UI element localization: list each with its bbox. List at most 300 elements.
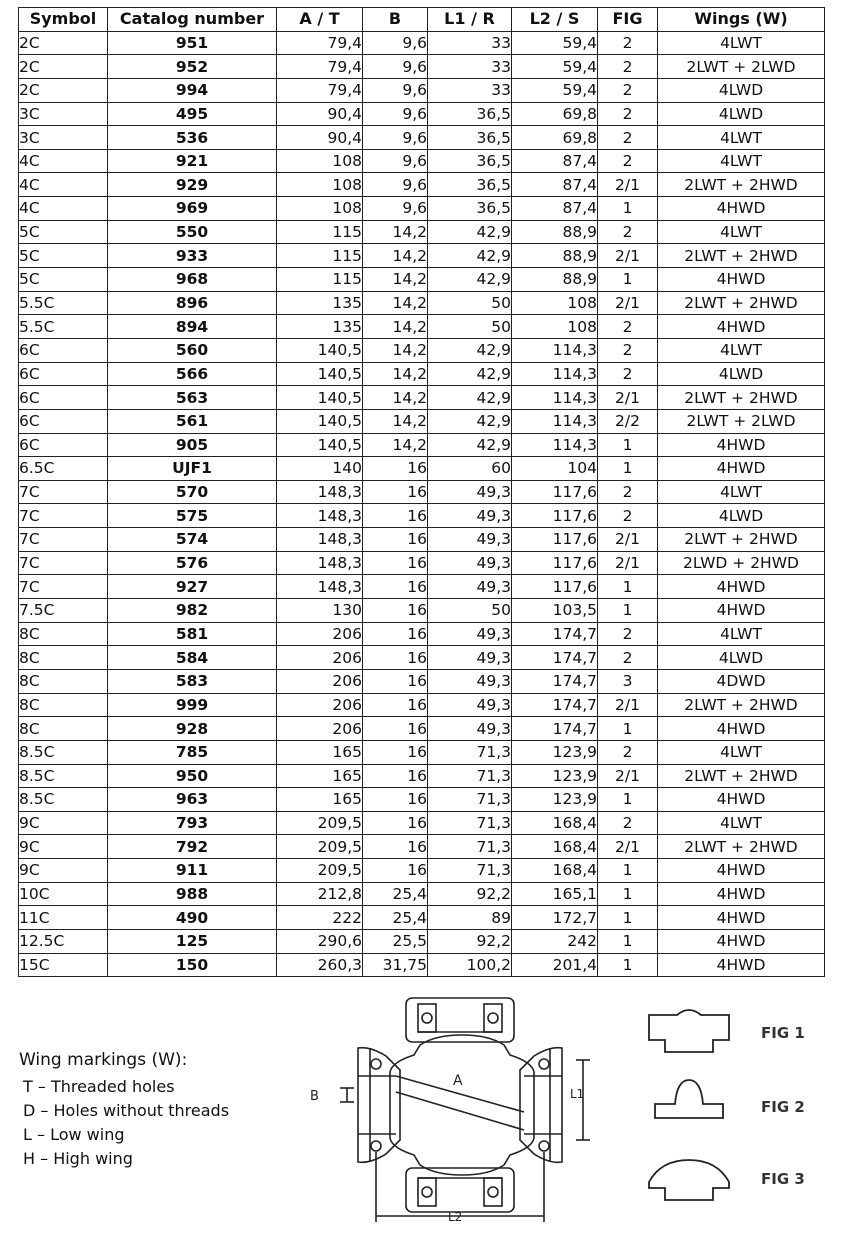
- cell-a-t: 206: [277, 646, 363, 670]
- cell-a-t: 108: [277, 149, 363, 173]
- cell-l1-r: 36,5: [428, 149, 512, 173]
- legend-item-threaded: T – Threaded holes: [23, 1077, 175, 1096]
- cell-wings: 2LWT + 2HWD: [658, 291, 825, 315]
- cell-b: 9,6: [363, 31, 428, 55]
- cell-symbol: 4C: [19, 197, 108, 221]
- cell-a-t: 209,5: [277, 859, 363, 883]
- cell-wings: 4HWD: [658, 788, 825, 812]
- table-row: [19, 882, 825, 906]
- cell-wings: 4LWT: [658, 31, 825, 55]
- cell-catalog-number: 905: [108, 433, 277, 457]
- cell-catalog-number: 785: [108, 740, 277, 764]
- cell-catalog-number: UJF1: [108, 457, 277, 481]
- cell-wings: 4LWT: [658, 149, 825, 173]
- cell-catalog-number: 968: [108, 268, 277, 292]
- fig2-shape: [655, 1080, 723, 1118]
- cell-wings: 2LWT + 2HWD: [658, 835, 825, 859]
- table-row: [19, 338, 825, 362]
- cell-l1-r: 49,3: [428, 480, 512, 504]
- cell-a-t: 148,3: [277, 480, 363, 504]
- cell-symbol: 2C: [19, 55, 108, 79]
- cell-l1-r: 60: [428, 457, 512, 481]
- cell-a-t: 206: [277, 622, 363, 646]
- cell-symbol: 4C: [19, 173, 108, 197]
- cell-b: 16: [363, 859, 428, 883]
- cell-b: 16: [363, 811, 428, 835]
- cell-b: 9,6: [363, 78, 428, 102]
- cell-l1-r: 33: [428, 78, 512, 102]
- cell-l2-s: 201,4: [512, 953, 598, 977]
- cell-catalog-number: 982: [108, 599, 277, 623]
- cell-a-t: 115: [277, 244, 363, 268]
- cell-wings: 2LWD + 2HWD: [658, 551, 825, 575]
- cell-catalog-number: 896: [108, 291, 277, 315]
- table-row: [19, 929, 825, 953]
- cell-b: 9,6: [363, 102, 428, 126]
- cell-wings: 4HWD: [658, 268, 825, 292]
- wing-markings-legend: [19, 1048, 229, 1171]
- cell-catalog-number: 999: [108, 693, 277, 717]
- table-row: [19, 575, 825, 599]
- cell-wings: 4HWD: [658, 315, 825, 339]
- cell-l2-s: 114,3: [512, 386, 598, 410]
- table-row: [19, 55, 825, 79]
- cell-catalog-number: 969: [108, 197, 277, 221]
- dimension-l1-label: L1: [570, 1087, 585, 1101]
- cell-wings: 4HWD: [658, 859, 825, 883]
- cell-a-t: 79,4: [277, 55, 363, 79]
- cell-catalog-number: 583: [108, 669, 277, 693]
- cell-fig: 1: [598, 882, 658, 906]
- cell-symbol: 6.5C: [19, 457, 108, 481]
- cell-symbol: 8.5C: [19, 788, 108, 812]
- cell-symbol: 11C: [19, 906, 108, 930]
- cell-fig: 2: [598, 55, 658, 79]
- cell-wings: 2LWT + 2HWD: [658, 173, 825, 197]
- cell-fig: 2: [598, 31, 658, 55]
- cell-b: 16: [363, 551, 428, 575]
- cell-l2-s: 59,4: [512, 55, 598, 79]
- cell-catalog-number: 566: [108, 362, 277, 386]
- cell-symbol: 8.5C: [19, 764, 108, 788]
- cell-l2-s: 174,7: [512, 693, 598, 717]
- cell-catalog-number: 793: [108, 811, 277, 835]
- fig3-label: FIG 3: [761, 1170, 805, 1188]
- cell-l2-s: 123,9: [512, 740, 598, 764]
- cell-symbol: 5C: [19, 268, 108, 292]
- cell-catalog-number: 792: [108, 835, 277, 859]
- cell-l1-r: 49,3: [428, 528, 512, 552]
- table-row: [19, 102, 825, 126]
- cell-a-t: 115: [277, 268, 363, 292]
- cell-symbol: 2C: [19, 31, 108, 55]
- cell-wings: 4HWD: [658, 929, 825, 953]
- cell-a-t: 135: [277, 291, 363, 315]
- cell-wings: 4LWT: [658, 622, 825, 646]
- cell-catalog-number: 576: [108, 551, 277, 575]
- cell-b: 9,6: [363, 126, 428, 150]
- cell-fig: 1: [598, 268, 658, 292]
- cell-b: 25,4: [363, 906, 428, 930]
- cell-wings: 4LWT: [658, 480, 825, 504]
- cell-l2-s: 165,1: [512, 882, 598, 906]
- cell-symbol: 6C: [19, 338, 108, 362]
- cell-wings: 4HWD: [658, 717, 825, 741]
- cell-fig: 2: [598, 362, 658, 386]
- cell-l1-r: 50: [428, 315, 512, 339]
- cell-l1-r: 33: [428, 31, 512, 55]
- cell-wings: 4LWD: [658, 362, 825, 386]
- cell-l1-r: 71,3: [428, 835, 512, 859]
- cell-l2-s: 172,7: [512, 906, 598, 930]
- cell-l1-r: 71,3: [428, 859, 512, 883]
- cell-a-t: 90,4: [277, 102, 363, 126]
- cell-symbol: 5.5C: [19, 315, 108, 339]
- cell-symbol: 3C: [19, 102, 108, 126]
- cell-wings: 4LWT: [658, 126, 825, 150]
- cell-l2-s: 174,7: [512, 669, 598, 693]
- cell-catalog-number: 894: [108, 315, 277, 339]
- cell-b: 14,2: [363, 244, 428, 268]
- cell-catalog-number: 490: [108, 906, 277, 930]
- cell-b: 14,2: [363, 433, 428, 457]
- cell-a-t: 148,3: [277, 504, 363, 528]
- table-row: [19, 646, 825, 670]
- cell-symbol: 8C: [19, 622, 108, 646]
- table-row: [19, 599, 825, 623]
- cell-fig: 1: [598, 906, 658, 930]
- cell-catalog-number: 963: [108, 788, 277, 812]
- cell-b: 14,2: [363, 362, 428, 386]
- cell-l1-r: 36,5: [428, 173, 512, 197]
- cell-wings: 2LWT + 2LWD: [658, 409, 825, 433]
- cell-catalog-number: 550: [108, 220, 277, 244]
- cell-b: 16: [363, 669, 428, 693]
- cell-catalog-number: 563: [108, 386, 277, 410]
- cell-l1-r: 71,3: [428, 788, 512, 812]
- cell-fig: 2: [598, 338, 658, 362]
- header-l1-r: L1 / R: [428, 8, 512, 32]
- spec-table: [18, 7, 825, 977]
- table-row: [19, 126, 825, 150]
- cell-fig: 2: [598, 126, 658, 150]
- cell-a-t: 140,5: [277, 409, 363, 433]
- cell-symbol: 6C: [19, 362, 108, 386]
- table-row: [19, 315, 825, 339]
- cell-a-t: 212,8: [277, 882, 363, 906]
- cell-l1-r: 49,3: [428, 504, 512, 528]
- cell-l1-r: 36,5: [428, 126, 512, 150]
- cell-l1-r: 71,3: [428, 811, 512, 835]
- cell-symbol: 9C: [19, 835, 108, 859]
- cell-fig: 1: [598, 859, 658, 883]
- cell-l2-s: 88,9: [512, 244, 598, 268]
- cell-l1-r: 42,9: [428, 362, 512, 386]
- table-row: [19, 811, 825, 835]
- table-row: [19, 268, 825, 292]
- cell-a-t: 135: [277, 315, 363, 339]
- cell-b: 25,4: [363, 882, 428, 906]
- cell-wings: 4HWD: [658, 575, 825, 599]
- cell-l1-r: 42,9: [428, 338, 512, 362]
- header-b: B: [363, 8, 428, 32]
- table-row: [19, 244, 825, 268]
- cell-l1-r: 36,5: [428, 197, 512, 221]
- cell-b: 14,2: [363, 409, 428, 433]
- cell-b: 16: [363, 599, 428, 623]
- cell-l2-s: 108: [512, 315, 598, 339]
- table-row: [19, 835, 825, 859]
- cell-b: 16: [363, 457, 428, 481]
- cell-fig: 2/1: [598, 528, 658, 552]
- cell-catalog-number: 570: [108, 480, 277, 504]
- cell-symbol: 7.5C: [19, 599, 108, 623]
- table-row: [19, 433, 825, 457]
- cell-l2-s: 123,9: [512, 764, 598, 788]
- cell-b: 16: [363, 528, 428, 552]
- cell-symbol: 6C: [19, 433, 108, 457]
- cell-l1-r: 42,9: [428, 268, 512, 292]
- cell-symbol: 7C: [19, 528, 108, 552]
- cell-catalog-number: 950: [108, 764, 277, 788]
- cell-a-t: 115: [277, 220, 363, 244]
- legend-item-without-threads: D – Holes without threads: [23, 1101, 230, 1120]
- cell-b: 14,2: [363, 315, 428, 339]
- header-symbol: Symbol: [19, 8, 108, 32]
- cell-b: 14,2: [363, 268, 428, 292]
- cell-catalog-number: 921: [108, 149, 277, 173]
- cell-l1-r: 50: [428, 599, 512, 623]
- table-row: [19, 78, 825, 102]
- cell-catalog-number: 495: [108, 102, 277, 126]
- table-row: [19, 457, 825, 481]
- cell-l1-r: 49,3: [428, 575, 512, 599]
- cell-fig: 1: [598, 929, 658, 953]
- cell-fig: 2: [598, 622, 658, 646]
- cell-fig: 2: [598, 220, 658, 244]
- cell-catalog-number: 928: [108, 717, 277, 741]
- table-row: [19, 788, 825, 812]
- cell-fig: 1: [598, 788, 658, 812]
- cell-wings: 4HWD: [658, 953, 825, 977]
- cell-a-t: 108: [277, 173, 363, 197]
- cell-fig: 2/1: [598, 764, 658, 788]
- cell-a-t: 140,5: [277, 386, 363, 410]
- cell-symbol: 8.5C: [19, 740, 108, 764]
- cell-catalog-number: 927: [108, 575, 277, 599]
- table-row: [19, 859, 825, 883]
- cell-l2-s: 117,6: [512, 504, 598, 528]
- cell-fig: 2: [598, 480, 658, 504]
- cell-a-t: 140: [277, 457, 363, 481]
- cell-fig: 2: [598, 740, 658, 764]
- cell-l1-r: 100,2: [428, 953, 512, 977]
- cell-b: 16: [363, 480, 428, 504]
- cell-l1-r: 49,3: [428, 693, 512, 717]
- cell-a-t: 206: [277, 717, 363, 741]
- cell-l2-s: 174,7: [512, 717, 598, 741]
- cell-l1-r: 71,3: [428, 764, 512, 788]
- cell-symbol: 6C: [19, 409, 108, 433]
- cell-symbol: 5.5C: [19, 291, 108, 315]
- cell-b: 16: [363, 788, 428, 812]
- cell-l1-r: 42,9: [428, 244, 512, 268]
- cell-l1-r: 42,9: [428, 409, 512, 433]
- cell-fig: 2/1: [598, 835, 658, 859]
- cell-b: 9,6: [363, 149, 428, 173]
- cell-wings: 4LWT: [658, 811, 825, 835]
- table-row: [19, 953, 825, 977]
- cell-wings: 4LWT: [658, 338, 825, 362]
- cell-b: 16: [363, 622, 428, 646]
- table-row: [19, 764, 825, 788]
- cell-catalog-number: 536: [108, 126, 277, 150]
- cell-symbol: 6C: [19, 386, 108, 410]
- cell-wings: 4LWT: [658, 740, 825, 764]
- table-row: [19, 149, 825, 173]
- cell-l2-s: 174,7: [512, 646, 598, 670]
- cell-fig: 2: [598, 102, 658, 126]
- cell-symbol: 8C: [19, 717, 108, 741]
- cell-wings: 2LWT + 2LWD: [658, 55, 825, 79]
- cell-l2-s: 114,3: [512, 409, 598, 433]
- cell-wings: 2LWT + 2HWD: [658, 244, 825, 268]
- cell-wings: 4HWD: [658, 197, 825, 221]
- cell-wings: 4LWD: [658, 646, 825, 670]
- cell-a-t: 209,5: [277, 811, 363, 835]
- cell-wings: 4LWD: [658, 504, 825, 528]
- cell-catalog-number: 150: [108, 953, 277, 977]
- cell-fig: 2: [598, 646, 658, 670]
- cell-symbol: 7C: [19, 480, 108, 504]
- cell-l1-r: 36,5: [428, 102, 512, 126]
- fig3-shape: [649, 1160, 729, 1200]
- cell-l2-s: 88,9: [512, 268, 598, 292]
- fig2-label: FIG 2: [761, 1098, 805, 1116]
- table-header-row: [19, 8, 825, 32]
- cell-a-t: 165: [277, 764, 363, 788]
- cell-fig: 2: [598, 78, 658, 102]
- cell-fig: 2: [598, 315, 658, 339]
- table-row: [19, 693, 825, 717]
- cell-wings: 4HWD: [658, 433, 825, 457]
- cell-l2-s: 59,4: [512, 78, 598, 102]
- cell-l2-s: 117,6: [512, 551, 598, 575]
- cell-fig: 3: [598, 669, 658, 693]
- cell-l2-s: 168,4: [512, 811, 598, 835]
- cell-l2-s: 117,6: [512, 575, 598, 599]
- cell-symbol: 8C: [19, 669, 108, 693]
- table-row: [19, 362, 825, 386]
- cell-fig: 1: [598, 717, 658, 741]
- dimension-a-label: A: [453, 1073, 463, 1089]
- cell-b: 14,2: [363, 338, 428, 362]
- table-row: [19, 31, 825, 55]
- cell-fig: 2/1: [598, 551, 658, 575]
- cell-a-t: 165: [277, 740, 363, 764]
- cell-l2-s: 168,4: [512, 835, 598, 859]
- table-row: [19, 717, 825, 741]
- cell-l2-s: 168,4: [512, 859, 598, 883]
- cell-wings: 4HWD: [658, 457, 825, 481]
- cell-l2-s: 69,8: [512, 102, 598, 126]
- table-row: [19, 528, 825, 552]
- cell-b: 16: [363, 575, 428, 599]
- table-row: [19, 504, 825, 528]
- table-row: [19, 386, 825, 410]
- fig1-shape: [649, 1010, 729, 1052]
- cell-fig: 2/1: [598, 244, 658, 268]
- cell-b: 25,5: [363, 929, 428, 953]
- cell-catalog-number: 988: [108, 882, 277, 906]
- cell-symbol: 2C: [19, 78, 108, 102]
- cell-symbol: 9C: [19, 811, 108, 835]
- cell-l1-r: 50: [428, 291, 512, 315]
- cell-catalog-number: 911: [108, 859, 277, 883]
- table-row: [19, 622, 825, 646]
- cell-b: 16: [363, 693, 428, 717]
- table-row: [19, 197, 825, 221]
- cell-catalog-number: 581: [108, 622, 277, 646]
- cell-l1-r: 42,9: [428, 220, 512, 244]
- cell-wings: 4DWD: [658, 669, 825, 693]
- wing-figures: [635, 1000, 835, 1210]
- cell-catalog-number: 574: [108, 528, 277, 552]
- cell-a-t: 108: [277, 197, 363, 221]
- cell-b: 16: [363, 835, 428, 859]
- cell-symbol: 3C: [19, 126, 108, 150]
- cell-l1-r: 49,3: [428, 717, 512, 741]
- cell-fig: 1: [598, 599, 658, 623]
- cell-fig: 2: [598, 504, 658, 528]
- cell-b: 14,2: [363, 220, 428, 244]
- table-row: [19, 409, 825, 433]
- legend-title: Wing markings (W):: [19, 1050, 188, 1070]
- cell-l1-r: 92,2: [428, 882, 512, 906]
- cell-a-t: 90,4: [277, 126, 363, 150]
- cell-a-t: 140,5: [277, 338, 363, 362]
- cell-symbol: 7C: [19, 575, 108, 599]
- cell-l2-s: 114,3: [512, 362, 598, 386]
- cell-l2-s: 59,4: [512, 31, 598, 55]
- cell-wings: 4HWD: [658, 599, 825, 623]
- cell-symbol: 10C: [19, 882, 108, 906]
- cell-fig: 2/1: [598, 386, 658, 410]
- cell-a-t: 260,3: [277, 953, 363, 977]
- cell-wings: 4LWD: [658, 78, 825, 102]
- legend-item-high-wing: H – High wing: [23, 1149, 133, 1168]
- cell-symbol: 9C: [19, 859, 108, 883]
- cell-catalog-number: 951: [108, 31, 277, 55]
- cell-l2-s: 87,4: [512, 197, 598, 221]
- cell-l1-r: 71,3: [428, 740, 512, 764]
- cell-symbol: 8C: [19, 646, 108, 670]
- cell-l2-s: 174,7: [512, 622, 598, 646]
- cell-symbol: 8C: [19, 693, 108, 717]
- table-row: [19, 740, 825, 764]
- cell-catalog-number: 929: [108, 173, 277, 197]
- cell-l1-r: 42,9: [428, 386, 512, 410]
- cell-l1-r: 49,3: [428, 551, 512, 575]
- cell-l2-s: 123,9: [512, 788, 598, 812]
- cell-a-t: 140,5: [277, 362, 363, 386]
- cell-l2-s: 87,4: [512, 173, 598, 197]
- table-row: [19, 669, 825, 693]
- header-fig: FIG: [598, 8, 658, 32]
- cell-catalog-number: 584: [108, 646, 277, 670]
- header-a-t: A / T: [277, 8, 363, 32]
- cell-fig: 1: [598, 575, 658, 599]
